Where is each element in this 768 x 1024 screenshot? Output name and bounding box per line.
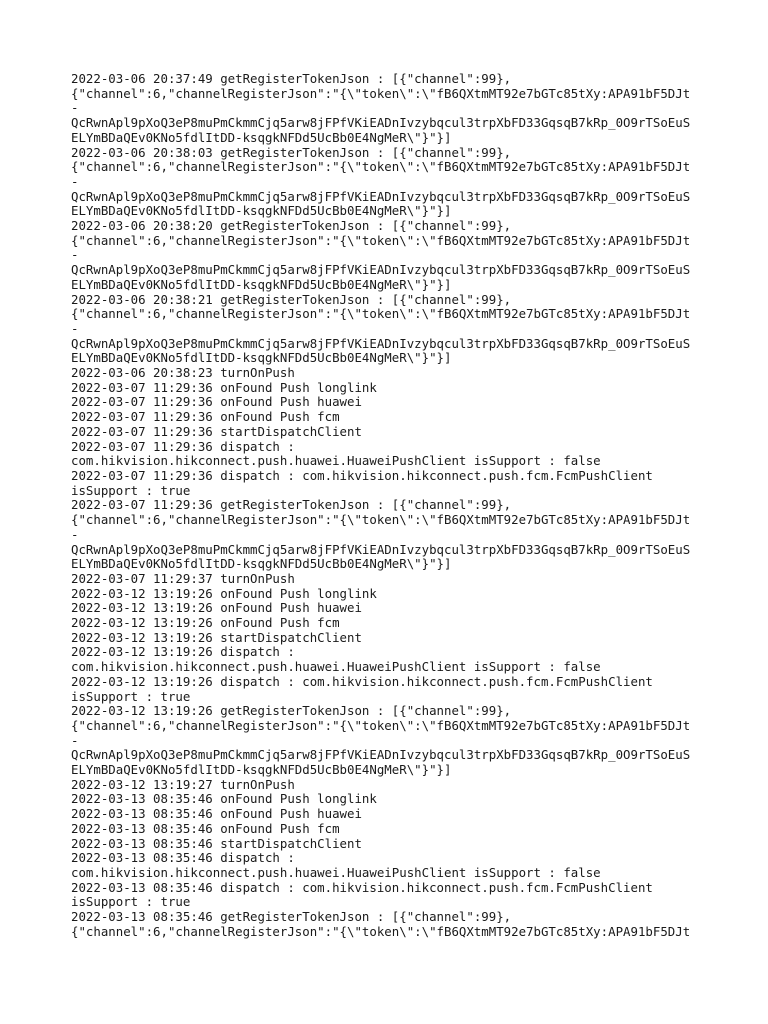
log-line: QcRwnApl9pXoQ3eP8muPmCkmmCjq5arw8jFPfVKiEADnIvzybqcul3trpXbFD33GqsqB7kRp_0O9rTSoEuS [71, 335, 691, 351]
log-line: com.hikvision.hikconnect.push.huawei.HuaweiPushClient isSupport : false [71, 453, 601, 469]
log-line: - [71, 320, 79, 336]
log-line: 2022-03-13 08:35:46 onFound Push fcm [71, 820, 340, 836]
log-line: 2022-03-13 08:35:46 startDispatchClient [71, 835, 362, 851]
log-line: 2022-03-12 13:19:27 turnOnPush [71, 776, 295, 792]
log-line: 2022-03-13 08:35:46 onFound Push huawei [71, 806, 362, 822]
log-line: - [71, 100, 79, 116]
log-line: - [71, 173, 79, 189]
log-line: 2022-03-07 11:29:36 startDispatchClient [71, 423, 362, 439]
log-line: {"channel":6,"channelRegisterJson":"{\"token\":\"fB6QXtmMT92e7bGTc85tXy:APA91bF5DJt [71, 85, 691, 101]
log-line: isSupport : true [71, 688, 191, 704]
log-line: {"channel":6,"channelRegisterJson":"{\"token\":\"fB6QXtmMT92e7bGTc85tXy:APA91bF5DJt [71, 159, 691, 175]
log-line: com.hikvision.hikconnect.push.huawei.HuaweiPushClient isSupport : false [71, 659, 601, 675]
log-line: ELYmBDaQEv0KNo5fdlItDD-ksqgkNFDd5UcBb0E4NgMeR\"}"}] [71, 203, 452, 219]
log-line: 2022-03-12 13:19:26 onFound Push longlink [71, 585, 377, 601]
log-line: 2022-03-12 13:19:26 getRegisterTokenJson : [{"channel":99}, [71, 703, 512, 719]
log-line: - [71, 526, 79, 542]
log-line: {"channel":6,"channelRegisterJson":"{\"token\":\"fB6QXtmMT92e7bGTc85tXy:APA91bF5DJt [71, 512, 691, 528]
log-line: QcRwnApl9pXoQ3eP8muPmCkmmCjq5arw8jFPfVKiEADnIvzybqcul3trpXbFD33GqsqB7kRp_0O9rTSoEuS [71, 541, 691, 557]
log-line: ELYmBDaQEv0KNo5fdlItDD-ksqgkNFDd5UcBb0E4NgMeR\"}"}] [71, 129, 452, 145]
log-line: 2022-03-12 13:19:26 onFound Push fcm [71, 615, 340, 631]
log-line: {"channel":6,"channelRegisterJson":"{\"token\":\"fB6QXtmMT92e7bGTc85tXy:APA91bF5DJt [71, 923, 691, 939]
log-line: ELYmBDaQEv0KNo5fdlItDD-ksqgkNFDd5UcBb0E4NgMeR\"}"}] [71, 276, 452, 292]
log-line: 2022-03-06 20:38:23 turnOnPush [71, 365, 295, 381]
log-line: QcRwnApl9pXoQ3eP8muPmCkmmCjq5arw8jFPfVKiEADnIvzybqcul3trpXbFD33GqsqB7kRp_0O9rTSoEuS [71, 262, 691, 278]
log-line: 2022-03-07 11:29:36 getRegisterTokenJson : [{"channel":99}, [71, 497, 512, 513]
log-line: 2022-03-12 13:19:26 onFound Push huawei [71, 600, 362, 616]
log-line: 2022-03-06 20:38:21 getRegisterTokenJson : [{"channel":99}, [71, 291, 512, 307]
log-line: isSupport : true [71, 482, 191, 498]
log-line: 2022-03-07 11:29:36 onFound Push longlink [71, 379, 377, 395]
log-line: {"channel":6,"channelRegisterJson":"{\"token\":\"fB6QXtmMT92e7bGTc85tXy:APA91bF5DJt [71, 717, 691, 733]
log-line: {"channel":6,"channelRegisterJson":"{\"token\":\"fB6QXtmMT92e7bGTc85tXy:APA91bF5DJt [71, 306, 691, 322]
log-line: QcRwnApl9pXoQ3eP8muPmCkmmCjq5arw8jFPfVKiEADnIvzybqcul3trpXbFD33GqsqB7kRp_0O9rTSoEuS [71, 115, 691, 131]
log-line: 2022-03-07 11:29:37 turnOnPush [71, 570, 295, 586]
log-line: - [71, 247, 79, 263]
log-line: ELYmBDaQEv0KNo5fdlItDD-ksqgkNFDd5UcBb0E4NgMeR\"}"}] [71, 556, 452, 572]
log-line: 2022-03-07 11:29:36 dispatch : [71, 438, 295, 454]
log-line: 2022-03-13 08:35:46 dispatch : [71, 850, 295, 866]
log-line: 2022-03-12 13:19:26 startDispatchClient [71, 629, 362, 645]
log-line: 2022-03-12 13:19:26 dispatch : com.hikvision.hikconnect.push.fcm.FcmPushClient [71, 673, 653, 689]
log-line: isSupport : true [71, 894, 191, 910]
log-text-block [71, 72, 711, 939]
log-line: 2022-03-06 20:37:49 getRegisterTokenJson : [{"channel":99}, [71, 71, 512, 86]
log-line: ELYmBDaQEv0KNo5fdlItDD-ksqgkNFDd5UcBb0E4NgMeR\"}"}] [71, 350, 452, 366]
log-line: QcRwnApl9pXoQ3eP8muPmCkmmCjq5arw8jFPfVKiEADnIvzybqcul3trpXbFD33GqsqB7kRp_0O9rTSoEuS [71, 747, 691, 763]
log-line: ELYmBDaQEv0KNo5fdlItDD-ksqgkNFDd5UcBb0E4NgMeR\"}"}] [71, 762, 452, 778]
log-line: 2022-03-06 20:38:20 getRegisterTokenJson : [{"channel":99}, [71, 218, 512, 234]
log-line: 2022-03-07 11:29:36 onFound Push fcm [71, 409, 340, 425]
log-line: {"channel":6,"channelRegisterJson":"{\"token\":\"fB6QXtmMT92e7bGTc85tXy:APA91bF5DJt [71, 232, 691, 248]
log-line: 2022-03-13 08:35:46 onFound Push longlink [71, 791, 377, 807]
log-line: com.hikvision.hikconnect.push.huawei.HuaweiPushClient isSupport : false [71, 864, 601, 880]
log-line: 2022-03-07 11:29:36 onFound Push huawei [71, 394, 362, 410]
log-line: - [71, 732, 79, 748]
log-line: 2022-03-06 20:38:03 getRegisterTokenJson : [{"channel":99}, [71, 144, 512, 160]
log-line: QcRwnApl9pXoQ3eP8muPmCkmmCjq5arw8jFPfVKiEADnIvzybqcul3trpXbFD33GqsqB7kRp_0O9rTSoEuS [71, 188, 691, 204]
log-line: 2022-03-12 13:19:26 dispatch : [71, 644, 295, 660]
log-line: 2022-03-07 11:29:36 dispatch : com.hikvision.hikconnect.push.fcm.FcmPushClient [71, 467, 653, 483]
log-line: 2022-03-13 08:35:46 dispatch : com.hikvision.hikconnect.push.fcm.FcmPushClient [71, 879, 653, 895]
log-line: 2022-03-13 08:35:46 getRegisterTokenJson : [{"channel":99}, [71, 909, 512, 925]
